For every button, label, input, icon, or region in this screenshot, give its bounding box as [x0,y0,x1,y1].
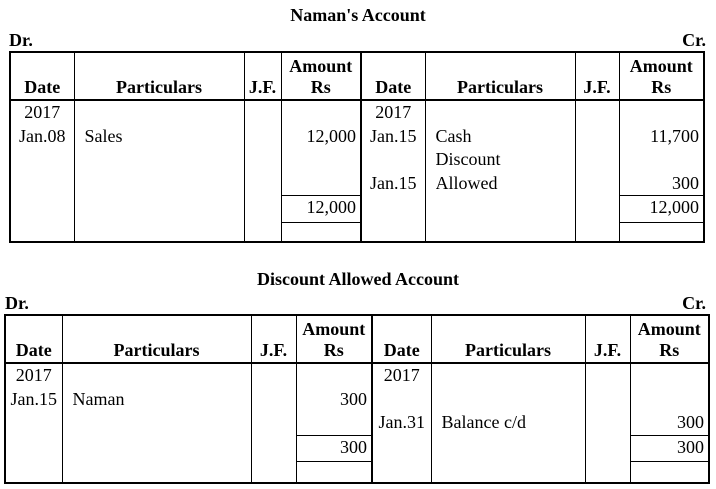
col-date: Date [10,52,74,100]
debit-amount-cell: 12,000 12,000 [281,100,361,242]
credit-jf-cell [575,100,619,242]
credit-amount-cell: 300 300 [630,363,709,483]
debit-label: Dr. [5,293,29,313]
col-particulars: Particulars [425,52,575,100]
col-date: Date [361,52,425,100]
debit-date-cell: 2017 Jan.08 [10,100,74,242]
ledger-title: Naman's Account [290,5,426,25]
credit-particulars-cell: Cash Discount Allowed [425,100,575,242]
double-rule [282,222,361,223]
debit-total: 12,000 [282,195,361,220]
debit-particulars-cell: Naman [62,363,251,483]
credit-amount-cell: 11,700 300 12,000 [619,100,704,242]
ledger-title: Discount Allowed Account [256,269,460,289]
debit-jf-cell [251,363,296,483]
debit-date-cell: 2017 Jan.15 [5,363,62,483]
ledger-table [4,314,710,484]
credit-date-cell: 2017 Jan.15 Jan.15 [361,100,425,242]
col-jf: J.F. [575,52,619,100]
debit-amount-cell: 300 300 [296,363,372,483]
credit-jf-cell [585,363,630,483]
col-amount: Amount Rs [619,52,704,100]
double-rule [631,461,709,462]
col-jf: J.F. [585,315,630,363]
debit-jf-cell [244,100,281,242]
debit-total: 300 [297,435,372,460]
col-particulars: Particulars [74,52,244,100]
col-amount: Amount Rs [630,315,709,363]
col-date: Date [5,315,62,363]
double-rule [297,461,372,462]
credit-particulars-cell: Balance c/d [431,363,585,483]
credit-total: 12,000 [620,195,704,220]
col-amount: Amount Rs [296,315,372,363]
credit-label: Cr. [682,30,706,50]
col-particulars: Particulars [62,315,251,363]
debit-label: Dr. [9,30,33,50]
col-date: Date [372,315,431,363]
debit-particulars-cell: Sales [74,100,244,242]
credit-label: Cr. [682,293,706,313]
credit-total: 300 [631,435,709,460]
col-jf: J.F. [251,315,296,363]
col-particulars: Particulars [431,315,585,363]
col-amount: Amount Rs [281,52,361,100]
credit-date-cell: 2017 Jan.31 [372,363,431,483]
ledger-table [9,51,705,243]
col-jf: J.F. [244,52,281,100]
double-rule [620,222,704,223]
